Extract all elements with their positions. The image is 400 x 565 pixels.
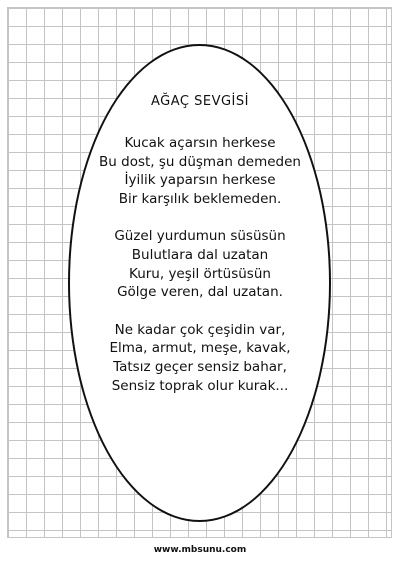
poem-line: Kucak açarsın herkese [124, 135, 276, 151]
poem-line: Kuru, yeşil örtüsüsün [129, 265, 271, 282]
poem-line: Gölge veren, dal uzatan. [117, 284, 283, 301]
poem-line: Ne kadar çok çeşidin var, [114, 321, 286, 338]
poem-title: AĞAÇ SEVGİSİ [151, 94, 249, 109]
poem-line: Bu dost, şu düşman demeden [99, 153, 301, 170]
poem-line: Tatsız geçer sensiz bahar, [113, 358, 287, 375]
stanza-3 [0, 321, 400, 395]
stanza-2 [0, 227, 400, 301]
poem-line: Bir karşılık beklemeden. [118, 190, 282, 207]
stanza-1 [0, 134, 400, 208]
poem-line: Elma, armut, meşe, kavak, [109, 340, 291, 357]
poem-line: Güzel yurdumun süsüsün [114, 228, 286, 245]
poem-line: Sensiz toprak olur kurak... [111, 377, 289, 394]
footer-url-link[interactable]: www.mbsunu.com [153, 545, 247, 555]
poem-body [0, 134, 400, 414]
poem-line: Bulutlara dal uzatan [131, 246, 269, 263]
poem-line: İyilik yaparsın herkese [124, 172, 276, 189]
